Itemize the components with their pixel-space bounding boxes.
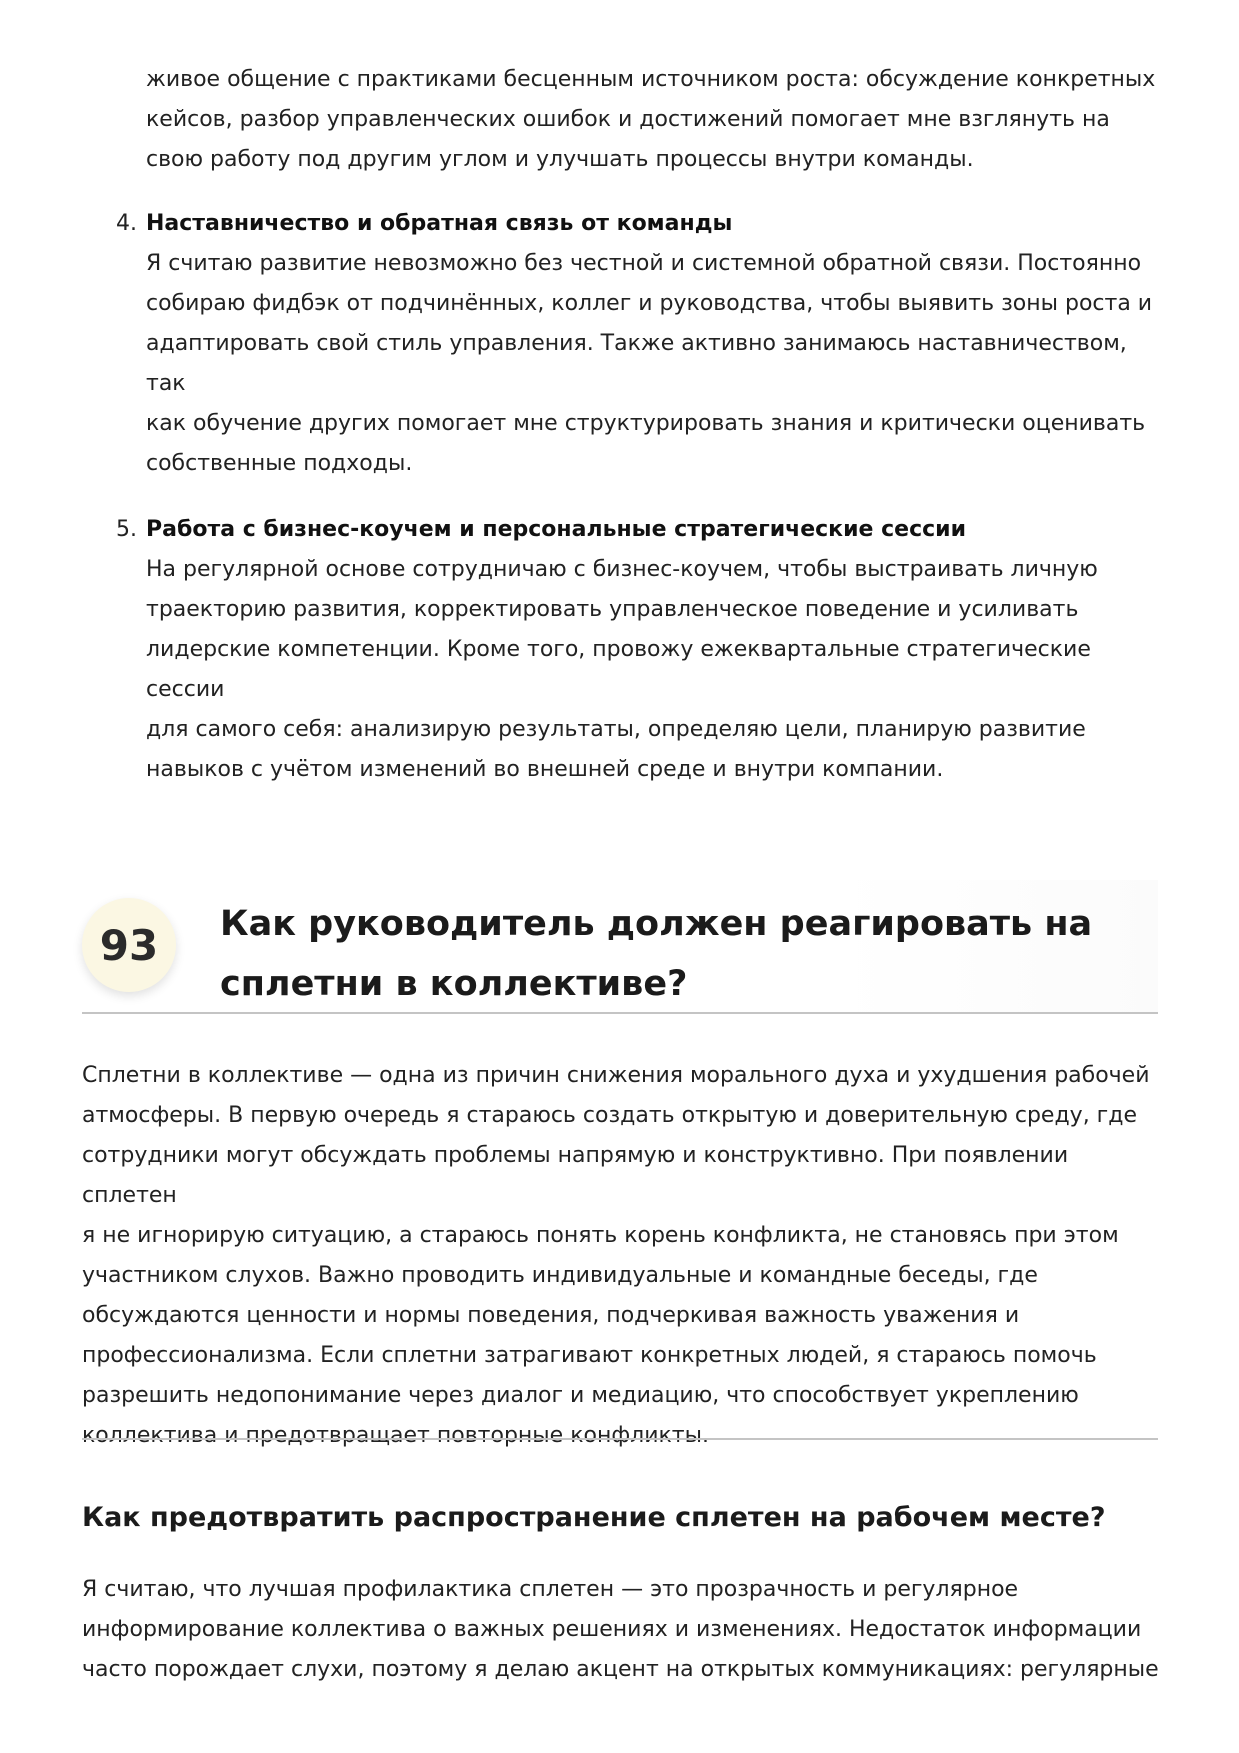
- list-item-description: [146, 550, 1166, 790]
- description-line: лидерские компетенции. Кроме того, провожу ежеквартальные стратегические сессии: [146, 637, 1091, 702]
- continuation-line: свою работу под другим углом и улучшать процессы внутри команды.: [146, 147, 974, 172]
- answer-line: Сплетни в коллективе — одна из причин снижения морального духа и ухудшения рабочей: [82, 1063, 1150, 1088]
- description-line: адаптировать свой стиль управления. Также активно занимаюсь наставничеством, так: [146, 331, 1127, 396]
- list-item-title: Наставничество и обратная связь от команды: [146, 211, 733, 236]
- description-line: траекторию развития, корректировать управленческое поведение и усиливать: [146, 597, 1079, 622]
- question-number-badge: 93: [82, 898, 176, 992]
- answer-line: участником слухов. Важно проводить индивидуальные и командные беседы, где: [82, 1263, 1038, 1288]
- question-title-line: Как руководитель должен реагировать на: [220, 904, 1093, 944]
- follow-up-answer-paragraph: [82, 1570, 1162, 1690]
- description-line: собственные подходы.: [146, 451, 413, 476]
- follow-up-line: информирование коллектива о важных решениях и изменениях. Недостаток информации: [82, 1617, 1142, 1642]
- continuation-line: кейсов, разбор управленческих ошибок и достижений помогает мне взглянуть на: [146, 107, 1110, 132]
- description-line: для самого себя: анализирую результаты, определяю цели, планирую развитие: [146, 717, 1086, 742]
- list-item-number: 5.: [116, 517, 137, 542]
- continuation-paragraph: [146, 60, 1166, 180]
- answer-paragraph: [82, 1056, 1162, 1456]
- answer-line: атмосферы. В первую очередь я стараюсь создать открытую и доверительную среду, где: [82, 1103, 1137, 1128]
- follow-up-question-title: Как предотвратить распространение сплетен на рабочем месте?: [82, 1502, 1106, 1533]
- follow-up-line: Я считаю, что лучшая профилактика сплетен — это прозрачность и регулярное: [82, 1577, 1019, 1602]
- answer-line: разрешить недопонимание через диалог и медиацию, что способствует укреплению: [82, 1383, 1079, 1408]
- development-methods-list: [116, 204, 1166, 816]
- answer-line: коллектива и предотвращает повторные конфликты.: [82, 1423, 709, 1448]
- description-line: Я считаю развитие невозможно без честной и системной обратной связи. Постоянно: [146, 251, 1142, 276]
- question-title-line: сплетни в коллективе?: [220, 964, 688, 1004]
- list-item-4: [116, 204, 1166, 484]
- section-divider: [82, 1438, 1158, 1440]
- list-item-title: Работа с бизнес-коучем и персональные стратегические сессии: [146, 517, 966, 542]
- answer-line: профессионализма. Если сплетни затрагивают конкретных людей, я стараюсь помочь: [82, 1343, 1097, 1368]
- description-line: навыков с учётом изменений во внешней среде и внутри компании.: [146, 757, 944, 782]
- answer-line: обсуждаются ценности и нормы поведения, подчеркивая важность уважения и: [82, 1303, 1020, 1328]
- follow-up-line: часто порождает слухи, поэтому я делаю акцент на открытых коммуникациях: регулярные: [82, 1657, 1159, 1682]
- continuation-line: живое общение с практиками бесценным источником роста: обсуждение конкретных: [146, 67, 1156, 92]
- description-line: На регулярной основе сотрудничаю с бизнес-коучем, чтобы выстраивать личную: [146, 557, 1098, 582]
- description-line: как обучение других помогает мне структурировать знания и критически оценивать: [146, 411, 1146, 436]
- list-item-5: [116, 510, 1166, 790]
- answer-line: сотрудники могут обсуждать проблемы напрямую и конструктивно. При появлении сплетен: [82, 1143, 1069, 1208]
- question-header: [82, 880, 1158, 1014]
- answer-line: я не игнорирую ситуацию, а стараюсь понять корень конфликта, не становясь при этом: [82, 1223, 1119, 1248]
- list-item-number: 4.: [116, 211, 137, 236]
- description-line: собираю фидбэк от подчинённых, коллег и руководства, чтобы выявить зоны роста и: [146, 291, 1153, 316]
- question-title: [220, 894, 1120, 1014]
- list-item-description: [146, 244, 1166, 484]
